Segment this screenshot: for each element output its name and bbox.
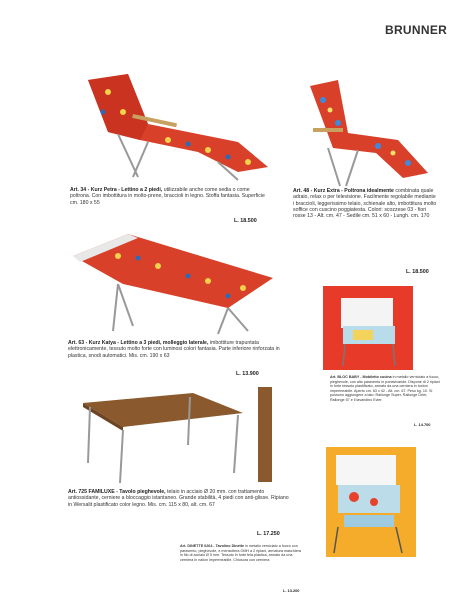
lounger-petra-photo — [78, 62, 278, 182]
bloc-baby-photo — [323, 286, 413, 370]
dinette-price: L. 13.200 — [283, 588, 300, 593]
item-725-body: telaio in acciaio Ø 20 mm. con trattamento antiossidante, cerniere a bloccaggio istantaneo. Grande stabilità, 4 piedi con anti-glisse. Ripiano in Wersalit plastificato color legno. Mis. cm. 115 x 80, alt. cm. 67 — [68, 489, 289, 508]
item-48-heading: Art. 48 - Kurz Extra - Poltrona idealmente — [293, 188, 394, 194]
item-63-description — [68, 340, 283, 359]
dinette-heading: Art. DINETTE 0264 - Tavolino Dinette — [180, 544, 245, 548]
item-48-description — [293, 188, 438, 219]
item-34-heading: Art. 34 - Kurz Petra - Lettino a 2 piedi, — [70, 187, 163, 193]
dinette-description — [180, 544, 302, 562]
item-34-price: L. 18.500 — [234, 218, 257, 224]
armchair-extra-photo — [298, 78, 433, 188]
dinette-body: in metallo verniciato a fuoco con paravento, pieghevole, e mensoliera OMH a 2 ripiani, armatura maschiera in filo di acciaio Ø 5 mm. Tessuto in forte tela plastica, armato da una cerniera in nailon impermeabile. Chiusura con cerniera — [180, 544, 301, 562]
item-34-description — [70, 187, 270, 206]
item-63-price: L. 13.900 — [236, 371, 259, 377]
item-48-body: combinata quale adraio, relax o per televisione. Facilmente regolabile mediante i braccioli, leggerissimo telaio, schienale alto, imbottitura molto soffice con cuscino poggiatesta. Colori: scozzese 03 - fiori rosse 13 - Alt. cm. 47 - Sedile cm. 51 x 60 - Lungh. cm. 170 — [293, 188, 437, 220]
bloc-baby-body: in metallo verniciato a fuoco, pieghevole, con alto paravento in portavivande. Dispone di 2 ripiani in forte tessuto plastificato, armato da una cerniera in tonion impermeabile. Aperto cm. 63 x 42 - Alt. cm. 67. Peso kg. 10. Si possono aggiungere a lato: Rallonge Super, Rallonge Drier, Rallonge 57 e il lavandino Evier. — [330, 375, 440, 402]
item-725-description — [68, 489, 293, 508]
lounger-katya-photo — [68, 226, 283, 338]
brand-logo: BRUNNER — [385, 23, 448, 37]
item-48-price: L. 18.500 — [406, 269, 429, 275]
bloc-baby-price: L. 14.700 — [414, 422, 431, 427]
item-725-price: L. 17.250 — [257, 531, 280, 537]
item-63-body: imbottiture trapuntata elettronicamente, tessuto molto forte con luminosi colori fantasia. Parte inferiore rinforzata in plastica, snodi automatici. Mis. cm. 190 x 63 — [68, 340, 280, 359]
dinette-photo — [326, 447, 416, 557]
bloc-baby-description — [330, 375, 442, 402]
item-725-heading: Art. 725 FAMILUXE - Tavolo pieghevole, — [68, 489, 166, 495]
item-63-heading: Art. 63 - Kurz Katya - Lettino a 3 piedi, molleggio laterale, — [68, 340, 209, 346]
item-34-body: utilizzabile anche come sedia o come poltrona. Con imbottitura in molto-prene, braccioli in legno. Stoffa fantasia. Superficie cm. 180 x 55 — [70, 187, 265, 206]
bloc-baby-heading: Art. BLOC BABY - Mobiletto cucina — [330, 375, 392, 379]
table-familuxe-photo — [78, 385, 288, 485]
